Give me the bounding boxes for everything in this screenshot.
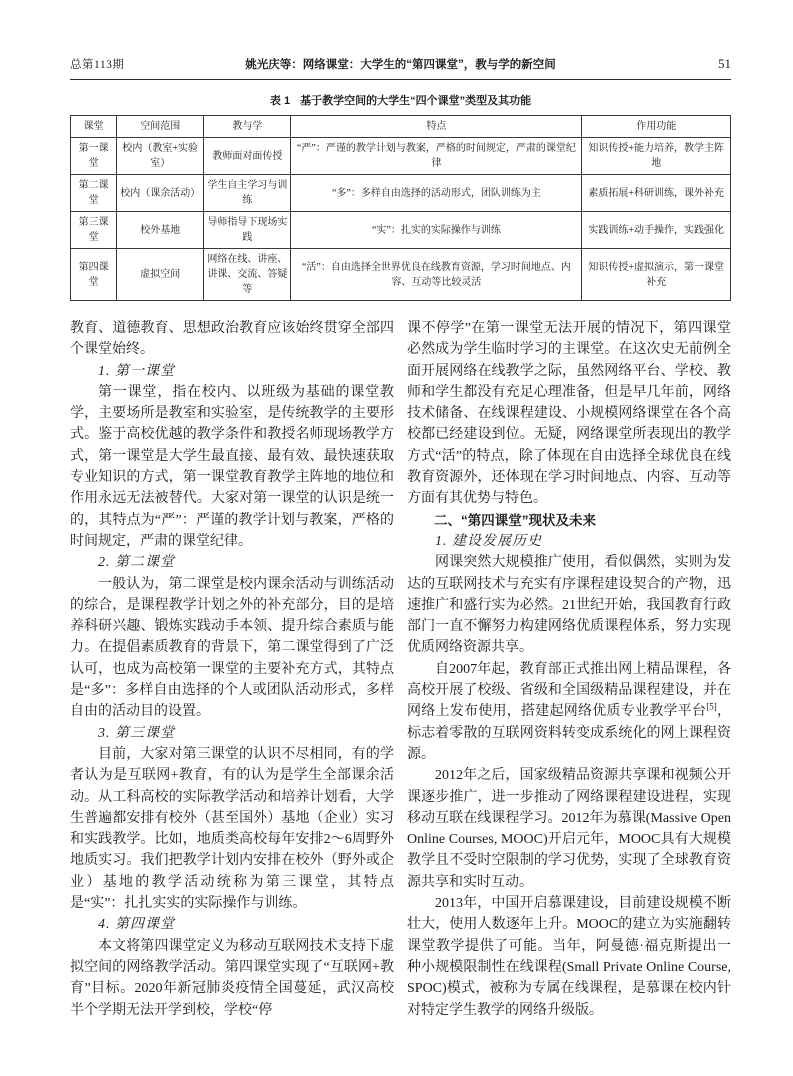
paragraph-continuation bbox=[70, 318, 394, 361]
text-run: 3. 第三课堂 bbox=[98, 725, 175, 741]
text-run: 第一课堂，指在校内、以班级为基础的课堂教学，主要场所是教室和实验室，是传统教学的主要形式。鉴于高校优越的教学条件和教授名师现场教学方式，第一课堂是大学生最直接、最有效、最快速获取专业知识的方式，第一课堂教育教学主阵地的地位和作用永远无法被替代。大家对第一课堂的认识是统一的，其特点为“严”：严谨的教学计划与教案，严格的时间规定，严肃的课堂纪律。 bbox=[70, 384, 394, 549]
text-run: 4. 第四课堂 bbox=[98, 917, 175, 933]
text-run: 目前，大家对第三课堂的认识不尽相同，有的学者认为是互联网+教育，有的认为是学生全部课余活动。从工科高校的实际教学活动和培养计划看，大学生普遍都安排有校外（甚至国外）基地（企业）实习和实践教学。比如，地质类高校每年安排2～6周野外地质实习。我们把教学计划内安排在校外（野外或企业）基地的教学活动统称为第三课堂，其特点是“实”：扎扎实实的实际操作与训练。 bbox=[70, 746, 394, 912]
paragraph bbox=[407, 552, 731, 658]
table-cell: 虚拟空间 bbox=[117, 249, 204, 301]
table-caption-text: 基于教学空间的大学生“四个课堂”类型及其功能 bbox=[300, 95, 532, 107]
table-cell: 实践训练+动手操作，实践强化 bbox=[582, 212, 731, 249]
classrooms-table bbox=[70, 115, 731, 301]
table-cell: 第三课堂 bbox=[71, 212, 117, 249]
table-body bbox=[71, 138, 731, 301]
table-header-cell: 特点 bbox=[291, 116, 582, 138]
table-header-cell: 课堂 bbox=[71, 116, 117, 138]
table-cell: “多”：多样自由选择的活动形式，团队训练为主 bbox=[291, 175, 582, 212]
text-run: ，标志着零散的互联网资料转变成系统化的网上课程资源。 bbox=[407, 704, 731, 762]
paragraph bbox=[70, 936, 394, 1021]
text-run: 一般认为，第二课堂是校内课余活动与训练活动的综合，是课程教学计划之外的补充部分，目的是培养科研兴趣、锻炼实践动手本领、提升综合素质与能力。在提倡素质教育的背景下，第二课堂得到了广泛认可，也成为高校第一课堂的主要补充方式，其特点是“多”：多样自由选择的个人或团队活动形式，多样自由的活动目的设置。 bbox=[70, 576, 394, 720]
table-caption-label: 表 1 bbox=[269, 95, 291, 107]
table-cell: 素质拓展+科研训练，课外补充 bbox=[582, 175, 731, 212]
table-cell: 第一课堂 bbox=[71, 138, 117, 175]
issue-label: 总第113期 bbox=[70, 59, 125, 71]
paragraph bbox=[70, 744, 394, 914]
text-run: 自2007年起，教育部正式推出网上精品课程，各高校开展了校级、省级和全国级精品课程建设，并在网络上发布使用，搭建起网络优质专业教学平台 bbox=[407, 661, 731, 720]
table-cell: 第二课堂 bbox=[71, 175, 117, 212]
table-cell: 网络在线、讲座、讲课、交流、答疑等 bbox=[204, 249, 291, 301]
page-header bbox=[70, 56, 731, 72]
text-run: 2012年之后，国家级精品资源共享课和视频公开课逐步推广，进一步推动了网络课程建设进程，实现移动互联在线课程学习。2012年为慕课(Massive Open Online Courses, MOOC)开启元年，MOOC具有大规模教学且不受时空限制的学习优势，实现了全球教育资源共享和实时互动。 bbox=[407, 768, 731, 890]
table-cell: 学生自主学习与训练 bbox=[204, 175, 291, 212]
table-cell: 知识传授+能力培养，教学主阵地 bbox=[582, 138, 731, 175]
header-rule bbox=[70, 79, 731, 80]
paragraph bbox=[70, 382, 394, 552]
text-run: 网课突然大规模推广使用，看似偶然，实则为发达的互联网技术与充实有序课程建设契合的产物，迅速推广和盛行实为必然。21世纪开始，我国教育行政部门一直不懈努力构建网络优质课程体系，努力实现优质网络资源共享。 bbox=[407, 555, 731, 656]
paragraph-continuation bbox=[407, 318, 731, 510]
table-cell: 校内（课余活动） bbox=[117, 175, 204, 212]
table-cell: 校外基地 bbox=[117, 212, 204, 249]
table-row bbox=[71, 138, 731, 175]
table-cell: 导师指导下现场实践 bbox=[204, 212, 291, 249]
table-cell: 知识传授+虚拟演示，第一课堂补充 bbox=[582, 249, 731, 301]
table-cell: 教师面对面传授 bbox=[204, 138, 291, 175]
body-columns bbox=[70, 318, 731, 1021]
text-run: 2013年，中国开启慕课建设，目前建设规模不断壮大，使用人数逐年上升。MOOC的建立为实施翻转课堂教学提供了可能。当年，阿曼德·福克斯提出一种小规模限制性在线课程(Small Private Online Course, SPOC)模式，被称为专属在线课程，是慕课在校内针对特定学生教学的网络升级版。 bbox=[407, 896, 731, 1018]
sub-heading bbox=[70, 552, 394, 573]
section-heading bbox=[407, 510, 731, 531]
running-title: 姚光庆等：网络课堂：大学生的“第四课堂”，教与学的新空间 bbox=[245, 59, 556, 71]
table-cell: 第四课堂 bbox=[71, 249, 117, 301]
text-run: 2. 第二课堂 bbox=[98, 555, 175, 571]
sub-heading bbox=[407, 531, 731, 552]
text-run: 本文将第四课堂定义为移动互联网技术支持下虚拟空间的网络教学活动。第四课堂实现了“互联网+教育”目标。2020年新冠肺炎疫情全国蔓延，武汉高校半个学期无法开学到校，学校“停 bbox=[70, 938, 394, 1018]
paragraph bbox=[407, 893, 731, 1021]
paragraph bbox=[407, 765, 731, 893]
table-header-cell: 空间范围 bbox=[117, 116, 204, 138]
table-row bbox=[71, 212, 731, 249]
text-run: 课不停学”在第一课堂无法开展的情况下，第四课堂必然成为学生临时学习的主课堂。在这次史无前例全面开展网络在线教学之际，虽然网络平台、学校、教师和学生都没有充足心理准备，但是早几年前，网络技术储备、在线课程建设、小规模网络课堂在各个高校都已经建设到位。无疑，网络课堂所表现出的教学方式“活”的特点，除了体现在自由选择全球优良在线教育资源外，还体现在学习时间地点、内容、互动等方面有其优势与特色。 bbox=[407, 321, 731, 507]
table-header-cell: 教与学 bbox=[204, 116, 291, 138]
sub-heading bbox=[70, 723, 394, 744]
table-caption bbox=[70, 92, 731, 108]
table-row bbox=[71, 249, 731, 301]
table-cell: “严”：严谨的教学计划与教案，严格的时间规定，严肃的课堂纪律 bbox=[291, 138, 582, 175]
sub-heading bbox=[70, 914, 394, 935]
text-run: 教育、道德教育、思想政治教育应该始终贯穿全部四个课堂始终。 bbox=[70, 321, 394, 358]
table-row bbox=[71, 175, 731, 212]
citation-ref: [5] bbox=[706, 701, 717, 712]
table-header-row bbox=[71, 116, 731, 138]
paragraph bbox=[70, 574, 394, 723]
right-column bbox=[407, 318, 731, 1021]
table-header-cell: 作用功能 bbox=[582, 116, 731, 138]
table-cell: “活”：自由选择全世界优良在线教育资源，学习时间地点、内容、互动等比较灵活 bbox=[291, 249, 582, 301]
text-run: 1. 第一课堂 bbox=[98, 363, 175, 379]
table-cell: “实”：扎实的实际操作与训练 bbox=[291, 212, 582, 249]
text-run: 1. 建设发展历史 bbox=[435, 533, 542, 549]
sub-heading bbox=[70, 361, 394, 382]
page-number: 51 bbox=[718, 56, 731, 71]
paragraph bbox=[407, 659, 731, 765]
text-run: 二、“第四课堂”现状及未来 bbox=[434, 512, 596, 528]
left-column bbox=[70, 318, 394, 1021]
table-cell: 校内（教室+实验室） bbox=[117, 138, 204, 175]
